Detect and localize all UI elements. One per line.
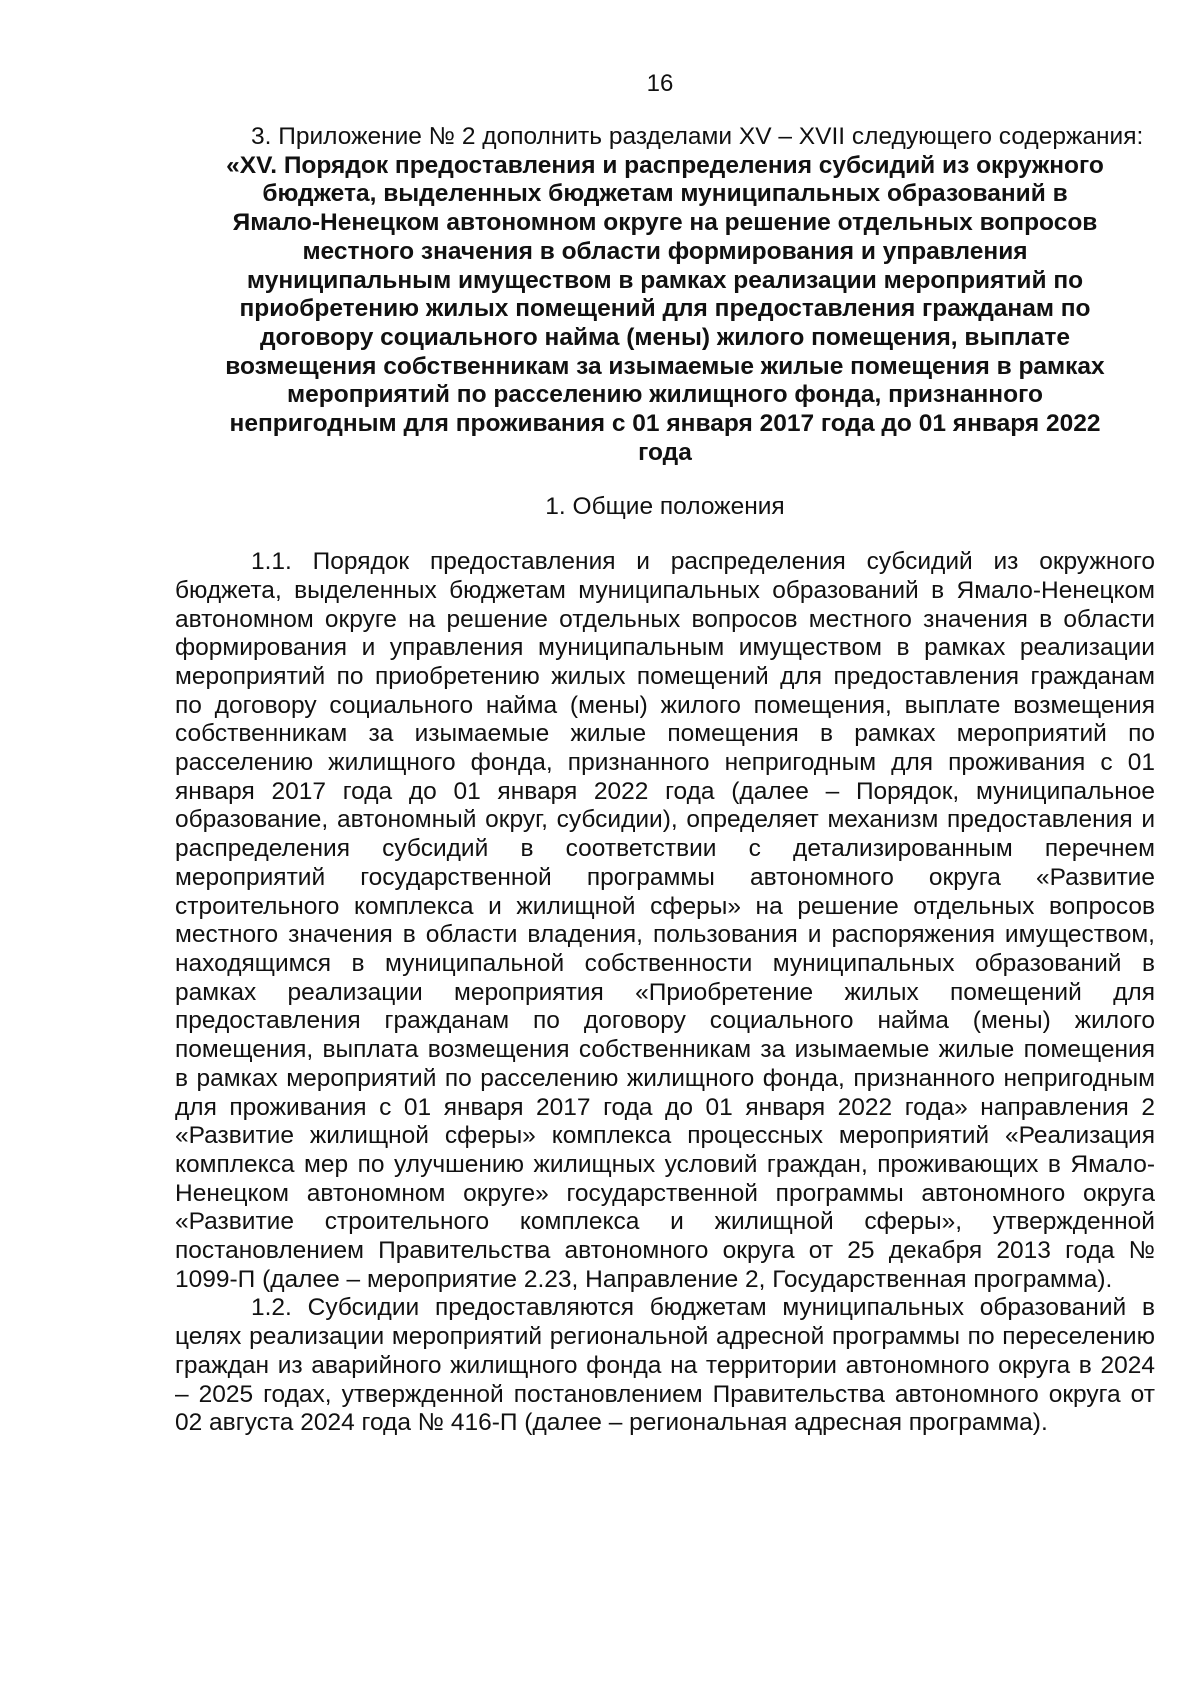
document-body xyxy=(175,123,1155,1438)
section-title: «XV. Порядок предоставления и распределения субсидий из окружного бюджета, выделенных бюджетам муниципальных образований в Ямало-Ненецком автономном округе на решение отдельных вопросов местного значения в области формирования и управления муниципальным имуществом в рамках реализации мероприятий по приобретению жилых помещений для предоставления гражданам по договору социального найма (мены) жилого помещения, выплате возмещения собственникам за изымаемые жилые помещения в рамках мероприятий по расселению жилищного фонда, признанного непригодным для проживания с 01 января 2017 года до 01 января 2022 года xyxy=(225,151,1105,466)
intro-paragraph: 3. Приложение № 2 дополнить разделами XV – XVII следующего содержания: xyxy=(251,123,1144,150)
page-number: 16 xyxy=(646,70,674,97)
paragraph-1-2: 1.2. Субсидии предоставляются бюджетам муниципальных образований в целях реализации мероприятий региональной адресной программы по переселению граждан из аварийного жилищного фонда на территории автономного округа в 2024 – 2025 годах, утвержденной постановлением Правительства автономного округа от 02 августа 2024 года № 416-П (далее – региональная адресная программа). xyxy=(175,1294,1155,1437)
subsection-title: 1. Общие положения xyxy=(545,493,785,521)
paragraph-1-1: 1.1. Порядок предоставления и распределения субсидий из окружного бюджета, выделенных бюджетам муниципальных образований в Ямало-Ненецком автономном округе на решение отдельных вопросов местного значения в области формирования и управления муниципальным имуществом в рамках реализации мероприятий по приобретению жилых помещений для предоставления гражданам по договору социального найма (мены) жилого помещения, выплате возмещения собственникам за изымаемые жилые помещения в рамках мероприятий по расселению жилищного фонда, признанного непригодным для проживания с 01 января 2017 года до 01 января 2022 года (далее – Порядок, муниципальное образование, автономный округ, субсидии), определяет механизм предоставления и распределения субсидий в соответствии с детализированным перечнем мероприятий государственной программы автономного округа «Развитие строительного комплекса и жилищной сферы» на решение отдельных вопросов местного значения в области владения, пользования и распоряжения имуществом, находящимся в муниципальной собственности муниципальных образований в рамках реализации мероприятия «Приобретение жилых помещений для предоставления гражданам по договору социального найма (мены) жилого помещения, выплата возмещения собственникам за изымаемые жилые помещения в рамках мероприятий по расселению жилищного фонда, признанного непригодным для проживания с 01 января 2017 года до 01 января 2022 года» направления 2 «Развитие жилищной сферы» комплекса процессных мероприятий «Реализация комплекса мер по улучшению жилищных условий граждан, проживающих в Ямало-Ненецком автономном округе» государственной программы автономного округа «Развитие строительного комплекса и жилищной сферы», утвержденной постановлением Правительства автономного округа от 25 декабря 2013 года № 1099-П (далее – мероприятие 2.23, Направление 2, Государственная программа). xyxy=(175,548,1155,1293)
